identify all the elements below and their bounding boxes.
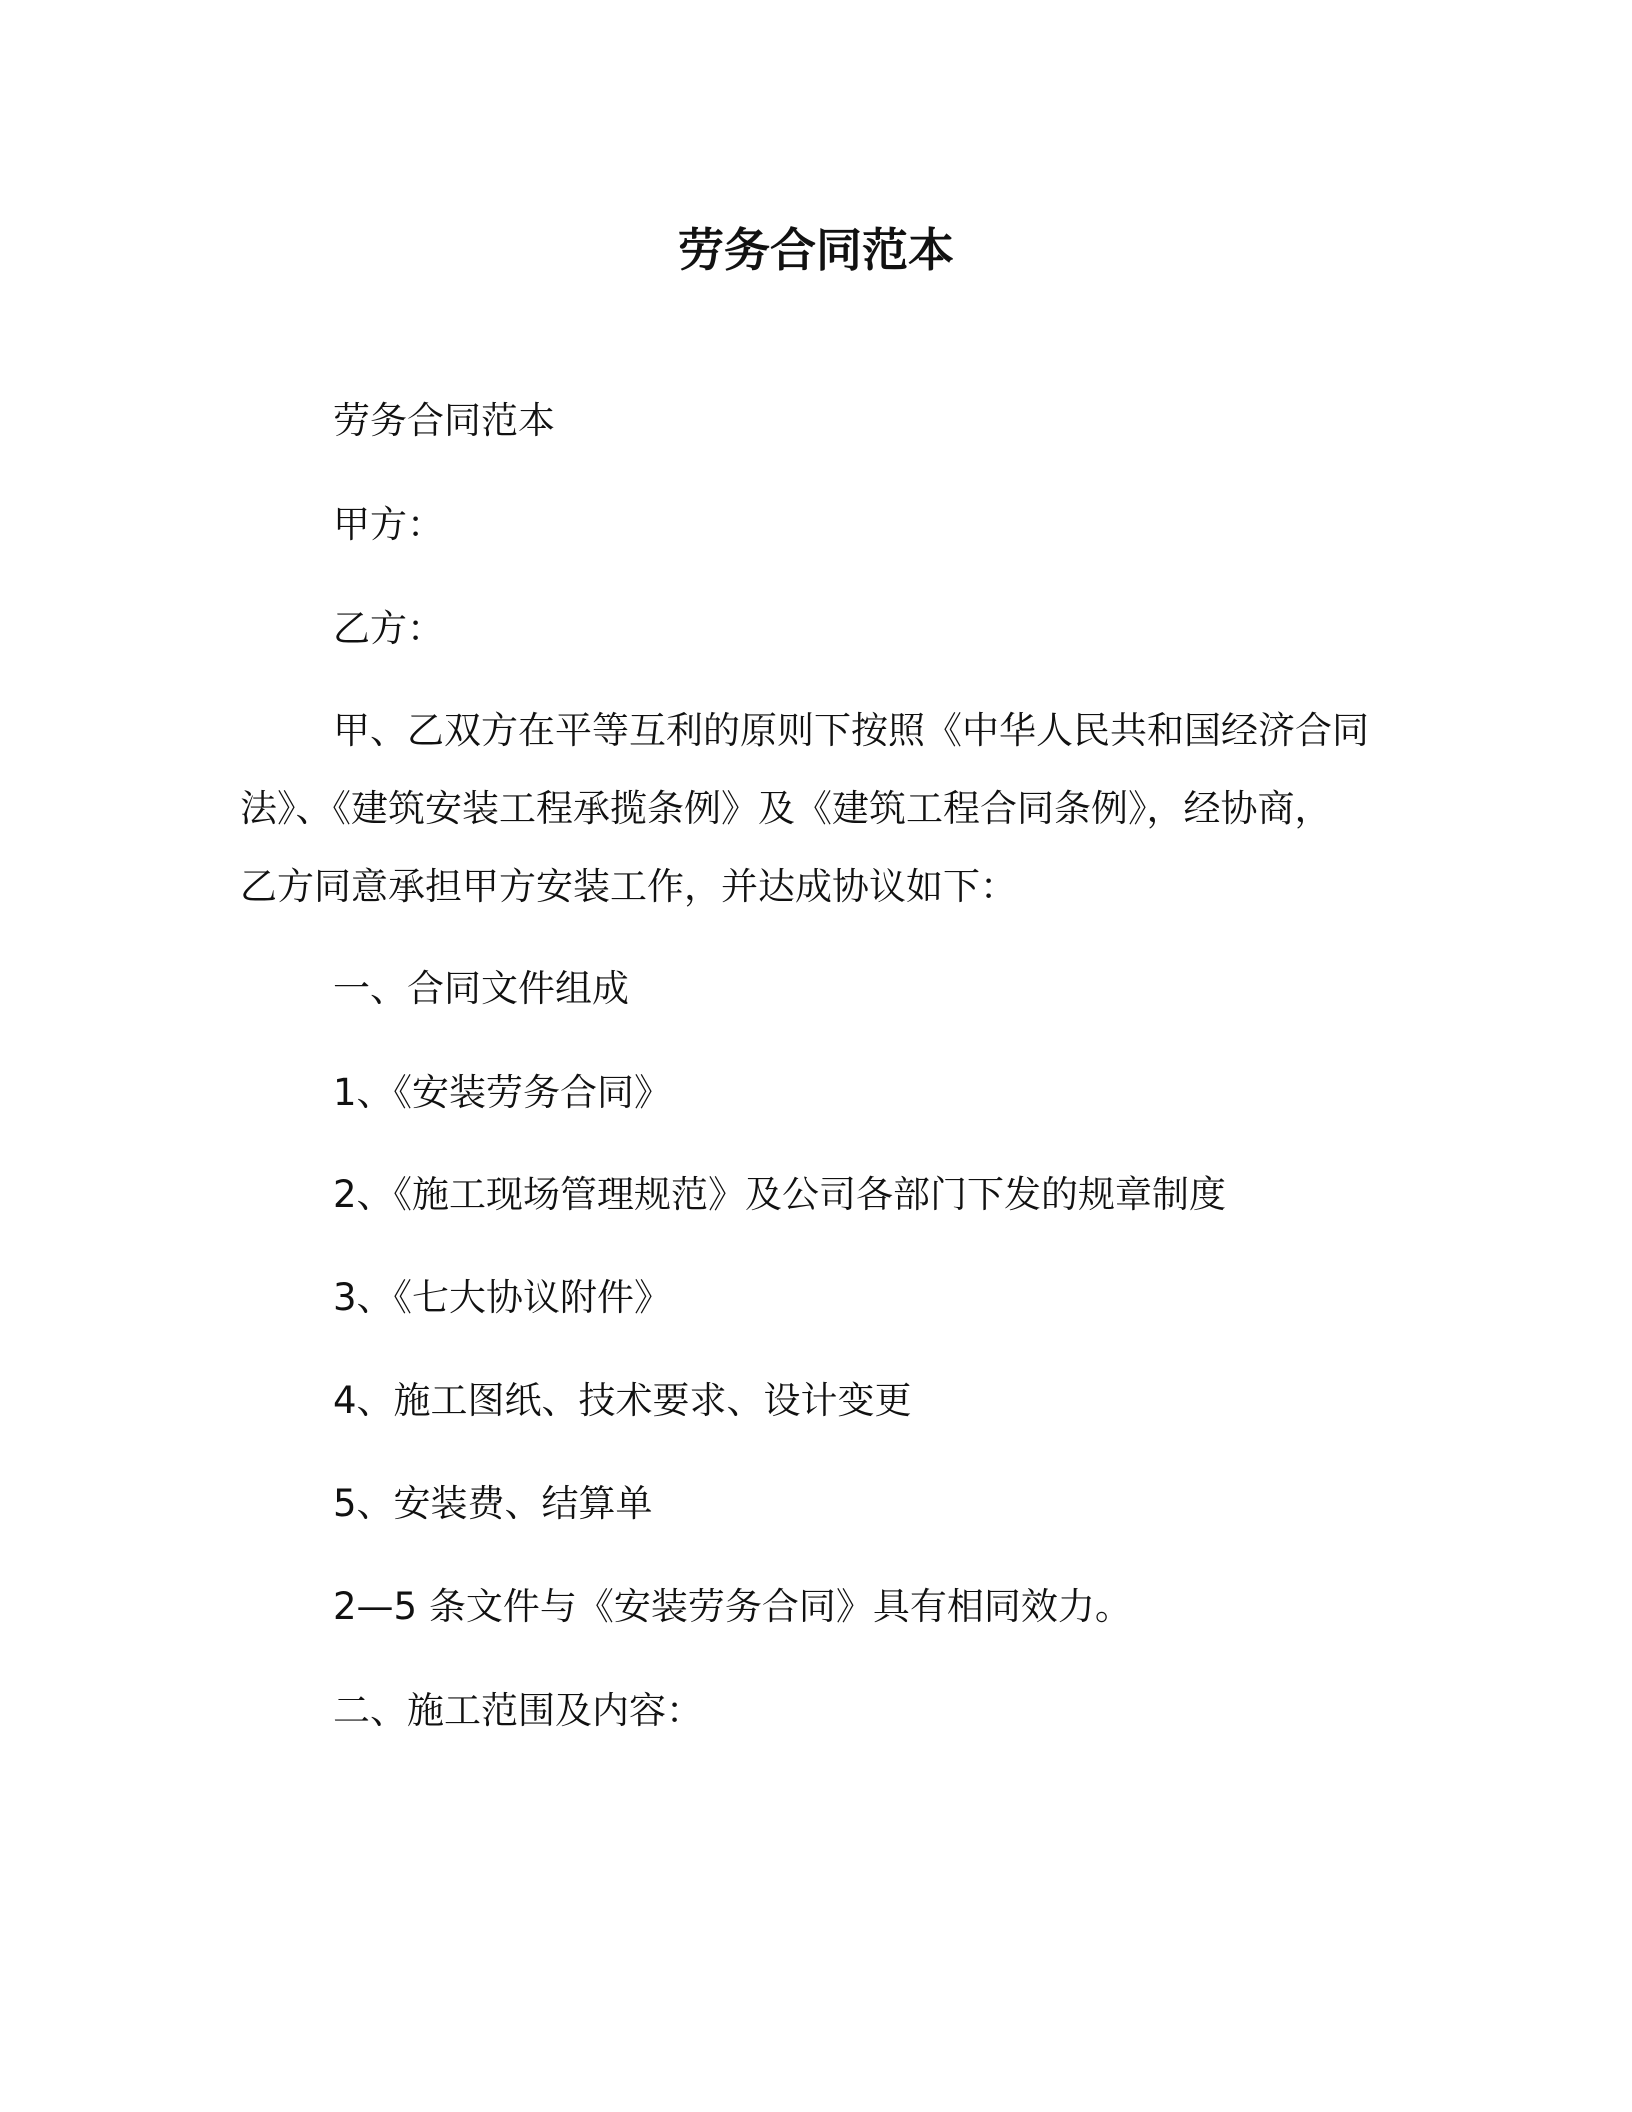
- intro-line: 乙方同意承担甲方安装工作，并达成协议如下：: [240, 865, 1017, 908]
- list-item: 1、《安装劳务合同》: [333, 1071, 672, 1114]
- list-item: 4、施工图纸、技术要求、设计变更: [333, 1379, 912, 1422]
- section-heading-contract-documents: 一、合同文件组成: [333, 967, 629, 1010]
- document-subtitle: 劳务合同范本: [333, 399, 555, 442]
- party-a-label: 甲方：: [333, 503, 444, 546]
- list-item: 3、《七大协议附件》: [333, 1276, 672, 1319]
- intro-line: 法》、《建筑安装工程承揽条例》及《建筑工程合同条例》，经协商，: [240, 787, 1332, 830]
- party-b-label: 乙方：: [333, 607, 444, 650]
- intro-paragraph: [240, 692, 1400, 926]
- document-title: 劳务合同范本: [678, 223, 954, 277]
- intro-line: 甲、乙双方在平等互利的原则下按照《中华人民共和国经济合同: [333, 709, 1369, 752]
- list-item: 2、《施工现场管理规范》及公司各部门下发的规章制度: [333, 1173, 1227, 1216]
- list-item: 5、安装费、结算单: [333, 1482, 653, 1525]
- section-heading-scope: 二、施工范围及内容：: [333, 1689, 703, 1732]
- validity-note: 2—5 条文件与《安装劳务合同》具有相同效力。: [333, 1585, 1132, 1628]
